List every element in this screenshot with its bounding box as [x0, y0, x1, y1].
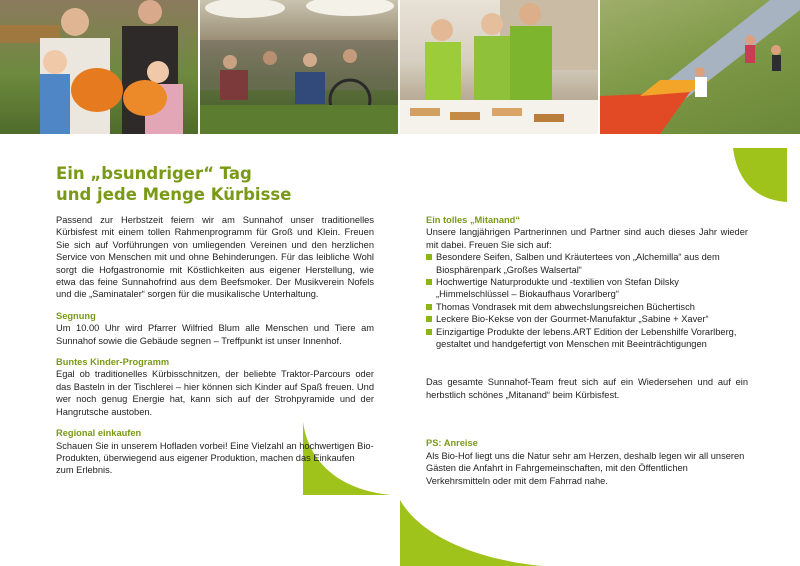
mitanand-intro: Unsere langjährigen Partnerinnen und Partner sind auch dieses Jahr wieder mit dabei. Freuen Sie sich auf:: [426, 227, 748, 250]
photo-team-buffet: [400, 0, 598, 134]
square-bullet-icon: [426, 329, 432, 335]
green-corner-shape: [733, 148, 787, 202]
list-item: Leckere Bio-Kekse von der Gourmet-Manufaktur „Sabine + Xaver“: [426, 313, 748, 325]
left-column: [56, 214, 374, 477]
list-item: Hochwertige Naturprodukte und -textilien von Stefan Dilsky „Himmelschlüssel – Biokaufhaus Vorarlberg“: [426, 276, 748, 301]
square-bullet-icon: [426, 279, 432, 285]
photo-hill-slide: [600, 0, 800, 134]
green-leaf-shape-right: [400, 500, 542, 566]
square-bullet-icon: [426, 304, 432, 310]
square-bullet-icon: [426, 316, 432, 322]
section-heading-einkaufen: Regional einkaufen: [56, 428, 142, 439]
section-text-kinder: Egal ob traditionelles Kürbisschnitzen, der beliebte Traktor-Parcours oder das Basteln in der Tischlerei – hier können sich Kinder auf Spaß freuen. Und wer noch genug Energie hat, kann sich auf der Strohpyramide und der Hangrutsche austoben.: [56, 369, 374, 417]
section-text-einkaufen: Schauen Sie in unserem Hofladen vorbei! Eine Vielzahl an hochwertigen Bio-Produkten, überwiegend aus eigener Produktion, machen das Einkaufen zum Erlebnis.: [56, 440, 374, 476]
partner-list: [426, 251, 748, 350]
section-heading-mitanand: Ein tolles „Mitanand“: [426, 215, 521, 225]
photo-family-pumpkins: [0, 0, 198, 134]
square-bullet-icon: [426, 254, 432, 260]
photo-strip: [0, 0, 800, 134]
list-item: Thomas Vondrasek mit dem abwechslungsreichen Büchertisch: [426, 301, 748, 313]
title-line-2: und jede Menge Kürbisse: [56, 185, 292, 204]
title-line-1: Ein „bsundriger“ Tag: [56, 164, 252, 183]
page-title: [56, 163, 291, 205]
closing-paragraph: Das gesamte Sunnahof-Team freut sich auf ein Wiedersehen und auf ein herbstlich schönes „Mitanand“ beim Kürbisfest.: [426, 377, 748, 400]
section-heading-segnung: Segnung: [56, 310, 96, 321]
section-heading-kinder: Buntes Kinder-Programm: [56, 357, 170, 368]
section-heading-anreise: PS: Anreise: [426, 438, 478, 449]
list-item: Besondere Seifen, Salben und Kräutertees von „Alchemilla“ aus dem Biosphärenpark „Großes Walsertal“: [426, 251, 748, 276]
section-text-segnung: Um 10.00 Uhr wird Pfarrer Wilfried Blum alle Menschen und Tiere am Sunnahof sowie die Gebäude segnen – Treffpunkt ist unser Innenhof.: [56, 323, 374, 346]
anreise-text: Als Bio-Hof liegt uns die Natur sehr am Herzen, deshalb legen wir all unseren Gästen die Anfahrt in Fahrgemeinschaften, mit den Öffentlichen Verkehrsmitteln oder mit dem Fahrrad nahe.: [426, 450, 745, 486]
photo-festival-crowd: [200, 0, 398, 134]
intro-paragraph: Passend zur Herbstzeit feiern wir am Sunnahof unser traditionelles Kürbisfest mit einem tollen Rahmenprogramm für Groß und Klein. Freuen Sie sich auf Vorführungen von umliegenden Vereinen und den herzlichen Service von Menschen mit und ohne Behinderungen. Für das leibliche Wohl sorgt die Hofgastronomie mit Köstlichkeiten aus eigener Herstellung, wie etwa das feine Sunnahofrind aus dem Beefsmoker. Der Musikverein Nofels und die „Saminataler“ sorgen für die musikalische Unterhaltung.: [56, 215, 374, 300]
list-item: Einzigartige Produkte der lebens.ART Edition der Lebenshilfe Vorarlberg, gestaltet und handgefertigt von Menschen mit Beeinträchtigungen: [426, 326, 748, 351]
right-column: [426, 214, 748, 487]
